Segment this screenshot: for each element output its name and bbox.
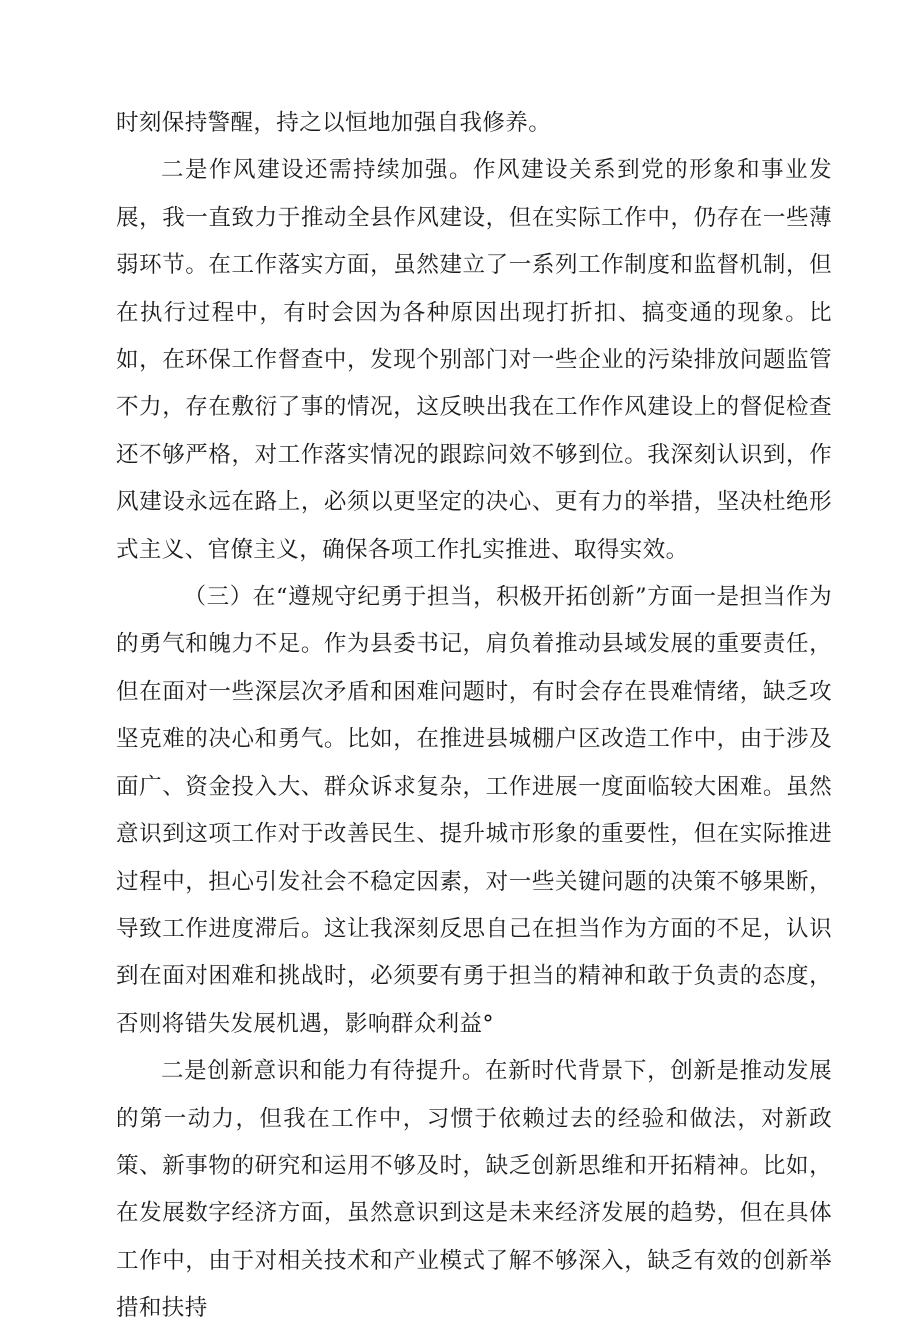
document-body: [116, 100, 832, 1333]
paragraph-innovation: 二是创新意识和能力有待提升。在新时代背景下，创新是推动发展的第一动力，但我在工作中，习惯于依赖过去的经验和做法，对新政策、新事物的研究和运用不够及时，缺乏创新思维和开拓精神。比如，在发展数字经济方面，虽然意识到这是未来经济发展的趋势，但在具体工作中，由于对相关技术和产业模式了解不够深入，缺乏有效的创新举措和扶持: [116, 1058, 832, 1322]
paragraph-work-style: 二是作风建设还需持续加强。作风建设关系到党的形象和事业发展，我一直致力于推动全县作风建设，但在实际工作中，仍存在一些薄弱环节。在工作落实方面，虽然建立了一系列工作制度和监督机制，但在执行过程中，有时会因为各种原因出现打折扣、搞变通的现象。比如，在环保工作督查中，发现个别部门对一些企业的污染排放问题监管不力，存在敷衍了事的情况，这反映出我在工作作风建设上的督促检查还不够严格，对工作落实情况的跟踪问效不够到位。我深刻认识到，作风建设永远在路上，必须以更坚定的决心、更有力的举措，坚决杜绝形式主义、官僚主义，确保各项工作扎实推进、取得实效。: [116, 157, 832, 563]
paragraph-continuation: 时刻保持警醒，持之以恒地加强自我修养。: [116, 110, 552, 136]
paragraph-section-three: （三）在“遵规守纪勇于担当，积极开拓创新”方面一是担当作为的勇气和魄力不足。作为县委书记，肩负着推动县域发展的重要责任，但在面对一些深层次矛盾和困难问题时，有时会存在畏难情绪，缺乏攻坚克难的决心和勇气。比如，在推进县城棚户区改造工作中，由于涉及面广、资金投入大、群众诉求复杂，工作进展一度面临较大困难。虽然意识到这项工作对于改善民生、提升城市形象的重要性，但在实际推进过程中，担心引发社会不稳定因素，对一些关键问题的决策不够果断，导致工作进度滞后。这让我深刻反思自己在担当作为方面的不足，认识到在面对困难和挑战时，必须要有勇于担当的精神和敢于负责的态度，否则将错失发展机遇，影响群众利益°: [116, 584, 832, 1037]
